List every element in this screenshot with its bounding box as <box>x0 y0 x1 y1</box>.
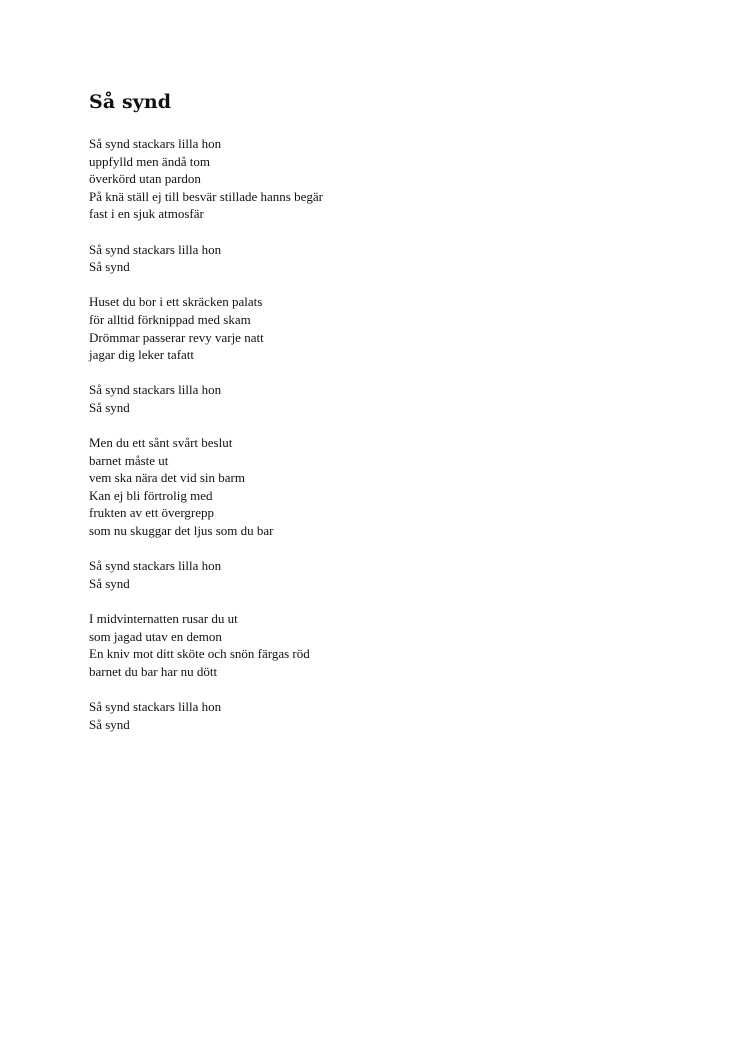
lyric-line: vem ska nära det vid sin barm <box>89 470 245 486</box>
lyric-line: Så synd stackars lilla hon <box>89 136 222 151</box>
stanza <box>89 610 689 680</box>
lyric-line: överkörd utan pardon <box>89 171 201 187</box>
lyric-line: barnet måste ut <box>89 452 169 468</box>
lyric-line: Drömmar passerar revy varje natt <box>89 329 264 345</box>
lyric-line: På knä ställ ej till besvär stillade hanns begär <box>89 188 323 204</box>
lyric-line: Så synd <box>89 259 130 275</box>
lyric-line: Kan ej bli förtrolig med <box>89 487 213 503</box>
lyric-line: jagar dig leker tafatt <box>89 347 195 363</box>
lyrics-body <box>89 135 689 733</box>
lyric-line: barnet du bar har nu dött <box>89 663 218 679</box>
lyric-line: för alltid förknippad med skam <box>89 311 251 327</box>
stanza <box>89 557 689 592</box>
stanza <box>89 135 689 223</box>
lyric-line: Så synd stackars lilla hon <box>89 241 222 257</box>
stanza <box>89 434 689 540</box>
lyrics-content <box>89 90 689 751</box>
lyric-line: Huset du bor i ett skräcken palats <box>89 294 263 310</box>
lyric-line: I midvinternatten rusar du ut <box>89 611 238 627</box>
stanza <box>89 381 689 416</box>
lyric-line: Så synd stackars lilla hon <box>89 699 222 714</box>
lyric-line: Så synd <box>89 399 130 415</box>
lyric-line: som jagad utav en demon <box>89 628 222 644</box>
lyric-line: Så synd stackars lilla hon <box>89 558 222 574</box>
page-title: Så synd <box>89 91 172 113</box>
stanza <box>89 241 689 276</box>
lyric-line: uppfylld men ändå tom <box>89 153 210 169</box>
lyric-line: En kniv mot ditt sköte och snön färgas röd <box>89 646 310 662</box>
stanza <box>89 698 689 733</box>
lyric-line: Så synd <box>89 716 130 732</box>
lyric-line: fast i en sjuk atmosfär <box>89 206 204 222</box>
lyric-line: frukten av ett övergrepp <box>89 505 215 521</box>
lyric-line: Så synd <box>89 575 130 591</box>
lyric-line: som nu skuggar det ljus som du bar <box>89 523 274 539</box>
lyric-line: Men du ett sånt svårt beslut <box>89 435 233 451</box>
lyric-line: Så synd stackars lilla hon <box>89 382 222 398</box>
stanza <box>89 293 689 363</box>
